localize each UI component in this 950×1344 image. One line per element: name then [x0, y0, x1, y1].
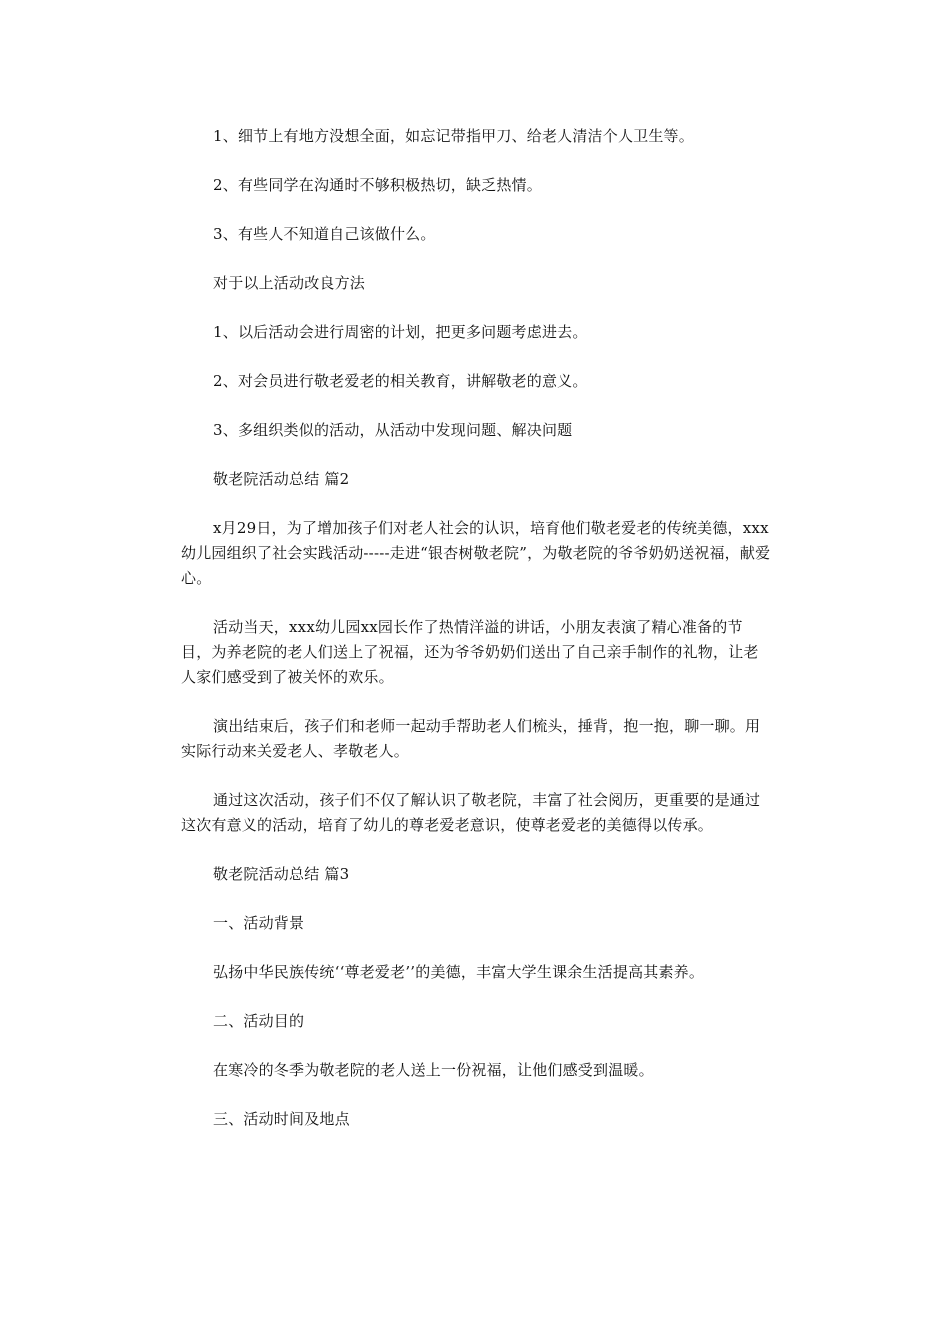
paragraph: 对于以上活动改良方法 [213, 274, 366, 292]
section-heading: 敬老院活动总结 篇3 [213, 865, 350, 883]
section-heading: 敬老院活动总结 篇2 [213, 470, 350, 488]
paragraph: 活动当天，xxx幼儿园xx园长作了热情洋溢的讲话，小朋友表演了精心准备的节目，为养老院的老人们送上了祝福，还为爷爷奶奶们送出了自己亲手制作的礼物，让老人家们感受到了被关怀的欢乐。 [181, 618, 759, 686]
paragraph: 1、细节上有地方没想全面，如忘记带指甲刀、给老人清洁个人卫生等。 [213, 127, 694, 145]
paragraph: 弘扬中华民族传统‘‘尊老爱老’’的美德，丰富大学生课余生活提高其素养。 [213, 963, 705, 981]
document-body [181, 124, 771, 1156]
paragraph: 3、多组织类似的活动，从活动中发现问题、解决问题 [213, 421, 573, 439]
subheading: 三、活动时间及地点 [213, 1110, 350, 1128]
paragraph: 1、以后活动会进行周密的计划，把更多问题考虑进去。 [213, 323, 588, 341]
subheading: 一、活动背景 [213, 914, 305, 932]
paragraph: 2、对会员进行敬老爱老的相关教育，讲解敬老的意义。 [213, 372, 588, 390]
paragraph: 在寒冷的冬季为敬老院的老人送上一份祝福，让他们感受到温暖。 [213, 1061, 654, 1079]
paragraph: 2、有些同学在沟通时不够积极热切，缺乏热情。 [213, 176, 542, 194]
paragraph: 通过这次活动，孩子们不仅了解认识了敬老院，丰富了社会阅历，更重要的是通过这次有意义的活动，培育了幼儿的尊老爱老意识，使尊老爱老的美德得以传承。 [181, 791, 761, 834]
paragraph: 3、有些人不知道自己该做什么。 [213, 225, 436, 243]
paragraph: x月29日，为了增加孩子们对老人社会的认识，培育他们敬老爱老的传统美德，xxx幼儿园组织了社会实践活动-----走进“银杏树敬老院”，为敬老院的爷爷奶奶送祝福，献爱心。 [181, 519, 771, 587]
paragraph: 演出结束后，孩子们和老师一起动手帮助老人们梳头，捶背，抱一抱，聊一聊。用实际行动来关爱老人、孝敬老人。 [181, 717, 761, 760]
subheading: 二、活动目的 [213, 1012, 305, 1030]
